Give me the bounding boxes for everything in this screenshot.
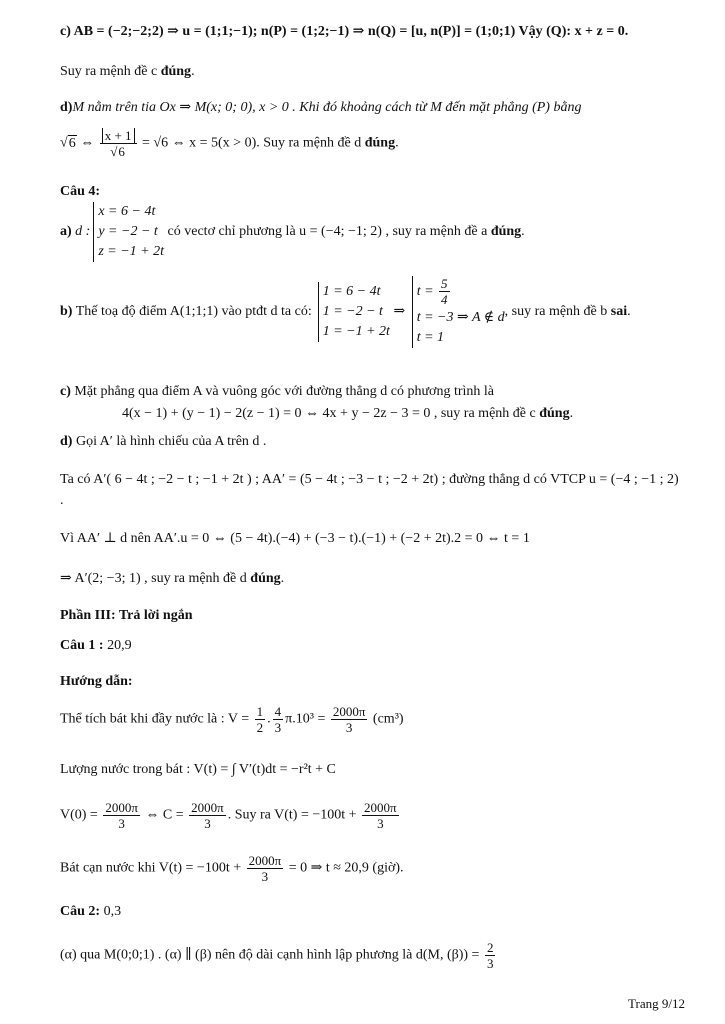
c-part-text: c) AB = (−2;−2;2) ⇒ u = (1;1;−1); n(P) = (1;2;−1) ⇒ n(Q) = [u, n(P)] = (1;0;1) Vậy (Q): x + z = 0. — [60, 24, 629, 39]
line-equation-system: x = 6 − 4t y = −2 − t z = −1 + 2t — [93, 202, 164, 262]
water-amount-line: Lượng nước trong bát : V(t) = ∫ V′(t)dt = −r²t + C — [60, 762, 336, 777]
taco-line: Ta có A′( 6 − 4t ; −2 − t ; −1 + 2t ) ; AA′ = (5 − 4t ; −3 − t ; −2 + 2t) ; đường thẳng d có VTCP u = (−4 ; −1 ; 2) — [60, 472, 679, 487]
t-solution-system: t = $\frac{5}{4}$ t = −3 ⇒ A ∉ d t = 1 — [412, 276, 505, 348]
cube-edge-line: (α) qua M(0;0;1) . (α) ∥ (β) nên độ dài cạnh hình lập phương là d(M, (β)) = $\frac{2}{3}$ — [60, 940, 494, 971]
huongdan-heading: Hướng dẫn: — [60, 674, 133, 689]
page-number: Trang 9/12 — [628, 996, 685, 1011]
b-part-line: b) Thế toạ độ điểm A(1;1;1) vào ptđt d ta có: 1 = 6 − 4t 1 = −2 − t 1 = −1 + 2t ⇒ t = $\frac{5}{4}$ t = −3 ⇒ A ∉ d t = 1 , suy ra mệnh đề b sai. — [60, 276, 631, 348]
cau4-heading: Câu 4: — [60, 184, 101, 199]
volume-line: Thể tích bát khi đầy nước là : V = $\frac{1}{2}$ . $\frac{4}{3}$ π.10³ = $\frac{2000\pi}{3}$ (cm³) — [60, 704, 404, 735]
c4-part-line: c) Mặt phẳng qua điểm A và vuông góc với đường thẳng d có phương trình là — [60, 384, 494, 399]
v0-line: V(0) = $\frac{2000\pi}{3}$ ⇔ C = $\frac{2000\pi}{3}$ . Suy ra V(t) = −100t + $\frac{2000\pi}{3}$ — [60, 800, 397, 831]
a-part-line: a) d : x = 6 − 4t y = −2 − t z = −1 + 2t có vectơ chỉ phương là u = (−4; −1; 2) , suy ra mệnh đề a đúng. — [60, 202, 525, 262]
phan3-heading: Phần III: Trả lời ngắn — [60, 608, 193, 623]
d4-part-line: d) Gọi A′ là hình chiếu của A trên d . — [60, 434, 267, 449]
c-part-line — [60, 23, 628, 41]
d-distance-line: √6 ⇔ $\frac{x + 1}{√6}$ = √6 ⇔ x = 5(x > 0). Suy ra mệnh đề d đúng. — [60, 128, 399, 159]
cau2-line: Câu 2: 0,3 — [60, 904, 122, 919]
d-part-line: d)M nằm trên tia Ox ⇒ M(x; 0; 0), x > 0 . Khi đó khoảng cách từ M đến mặt phẳng (P) bằng — [60, 100, 582, 115]
dot-line: . — [60, 493, 64, 508]
c-conclusion-line: Suy ra mệnh đề c đúng. — [60, 64, 195, 79]
distance-fraction: $\frac{x + 1}{√6}$ — [100, 128, 137, 159]
plane-equation-line: 4(x − 1) + (y − 1) − 2(z − 1) = 0 ⇔ 4x + y − 2z − 3 = 0 , suy ra mệnh đề c đúng. — [122, 406, 574, 421]
substitution-system: 1 = 6 − 4t 1 = −2 − t 1 = −1 + 2t — [318, 282, 390, 342]
empty-bowl-line: Bát cạn nước khi V(t) = −100t + $\frac{2000\pi}{3}$ = 0 ⇒ t ≈ 20,9 (giờ). — [60, 853, 404, 884]
perpendicular-line: Vì AA′ ⊥ d nên AA′.u = 0 ⇔ (5 − 4t).(−4) + (−3 − t).(−1) + (−2 + 2t).2 = 0 ⇔ t = 1 — [60, 531, 530, 546]
cau1-line: Câu 1 : 20,9 — [60, 638, 132, 653]
projection-result-line: ⇒ A′(2; −3; 1) , suy ra mệnh đề d đúng. — [60, 571, 285, 586]
